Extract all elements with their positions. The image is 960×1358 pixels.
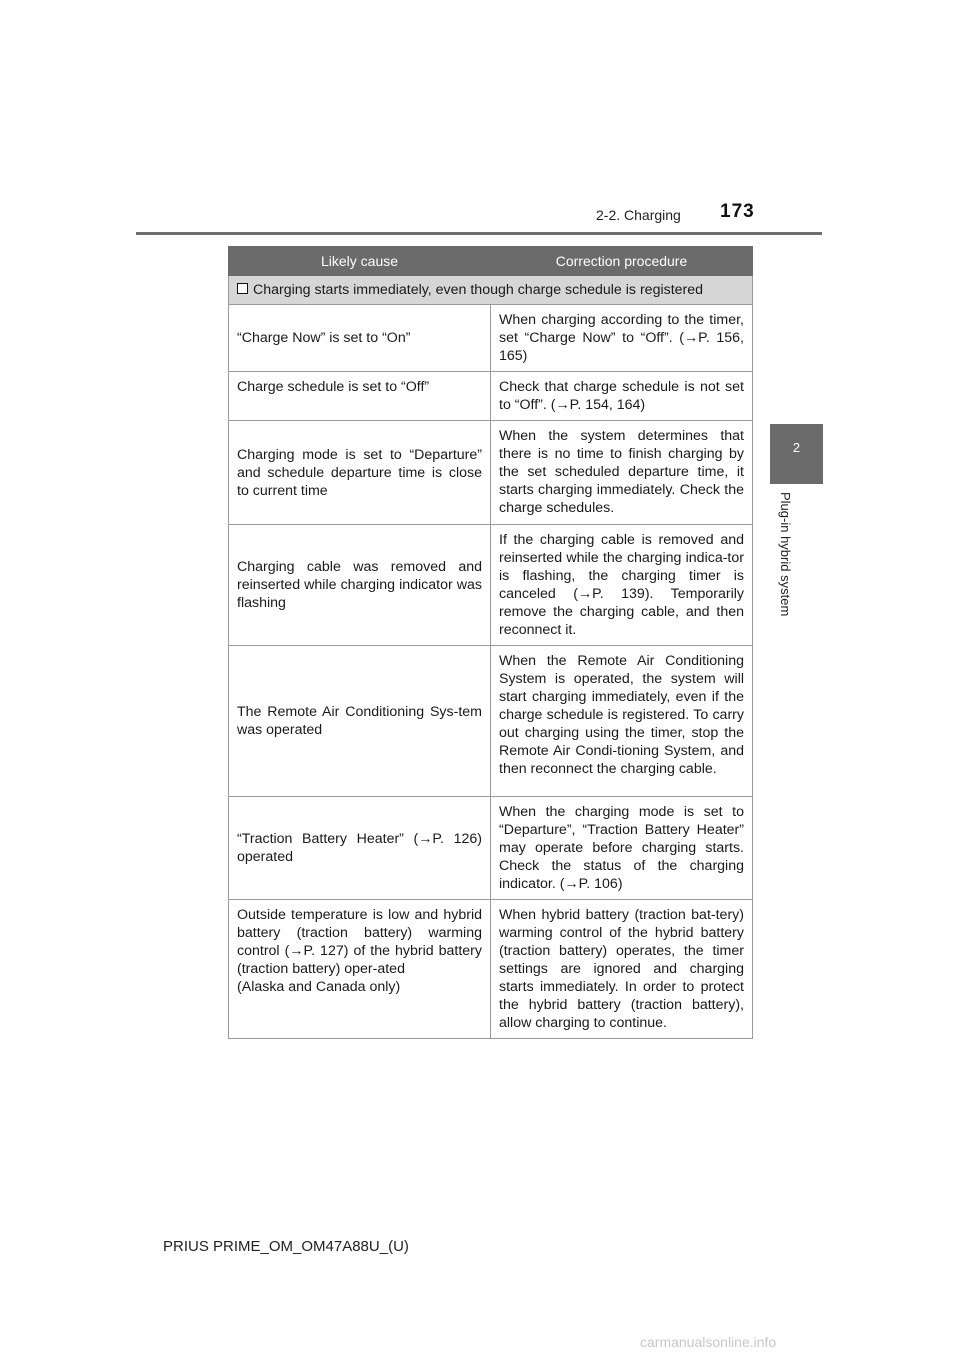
category-row: [229, 276, 753, 305]
table-row: [229, 372, 753, 421]
table-row: [229, 421, 753, 525]
cause-cell: The Remote Air Conditioning Sys-tem was operated: [229, 646, 491, 797]
chapter-tab-number: 2: [792, 440, 801, 455]
footer-model-code: PRIUS PRIME_OM_OM47A88U_(U): [163, 1238, 409, 1255]
correction-cell: If the charging cable is removed and reinserted while the charging indica-tor is flashing, the charging timer is canceled (→P. 139). Temporarily remove the charging cable, and then reconnect it.: [491, 525, 753, 646]
header-likely-cause: Likely cause: [229, 247, 491, 276]
cause-cell: “Traction Battery Heater” (→P. 126) operated: [229, 797, 491, 900]
correction-cell: When hybrid battery (traction bat-tery) warming control of the hybrid battery (traction battery) operates, the timer settings are ignored and charging starts immediately. In order to protect the hybrid battery (traction battery), allow charging to continue.: [491, 900, 753, 1039]
table-row: [229, 797, 753, 900]
table-row: [229, 525, 753, 646]
header-divider: [136, 232, 822, 235]
table-row: [229, 305, 753, 372]
correction-cell: When the Remote Air Conditioning System is operated, the system will start charging immediately, even if the charge schedule is registered. To carry out charging using the timer, stop the Remote Air Condi-tioning System, and then reconnect the charging cable.: [491, 646, 753, 797]
chapter-tab-label: Plug-in hybrid system: [778, 492, 793, 617]
cause-cell: “Charge Now” is set to “On”: [229, 305, 491, 372]
cause-cell: Outside temperature is low and hybrid battery (traction battery) warming control (→P. 127) of the hybrid battery (traction battery) oper-ated (Alaska and Canada only): [229, 900, 491, 1039]
cause-correction-table: [228, 246, 753, 1039]
checkbox-icon: [237, 283, 248, 294]
category-cell: [229, 276, 753, 305]
page-number: 173: [720, 201, 755, 222]
table-row: [229, 646, 753, 797]
correction-cell: When charging according to the timer, set “Charge Now” to “Off”. (→P. 156, 165): [491, 305, 753, 372]
cause-cell: Charge schedule is set to “Off”: [229, 372, 491, 421]
cause-cell: Charging cable was removed and reinserted while charging indicator was flashing: [229, 525, 491, 646]
cause-cell: Charging mode is set to “Departure” and schedule departure time is close to current time: [229, 421, 491, 525]
troubleshooting-table: [228, 246, 750, 1039]
header-correction-procedure: Correction procedure: [491, 247, 753, 276]
correction-cell: When the charging mode is set to “Departure”, “Traction Battery Heater” may operate before charging starts. Check the status of the charging indicator. (→P. 106): [491, 797, 753, 900]
table-row: [229, 900, 753, 1039]
section-title: 2-2. Charging: [596, 207, 681, 223]
correction-cell: When the system determines that there is no time to finish charging by the set scheduled departure time, it starts charging immediately. Check the charge schedules.: [491, 421, 753, 525]
category-text: Charging starts immediately, even though charge schedule is registered: [253, 282, 704, 298]
table-header-row: [229, 247, 753, 276]
correction-cell: Check that charge schedule is not set to “Off”. (→P. 154, 164): [491, 372, 753, 421]
footer-watermark: carmanualsonline.info: [640, 1334, 777, 1350]
